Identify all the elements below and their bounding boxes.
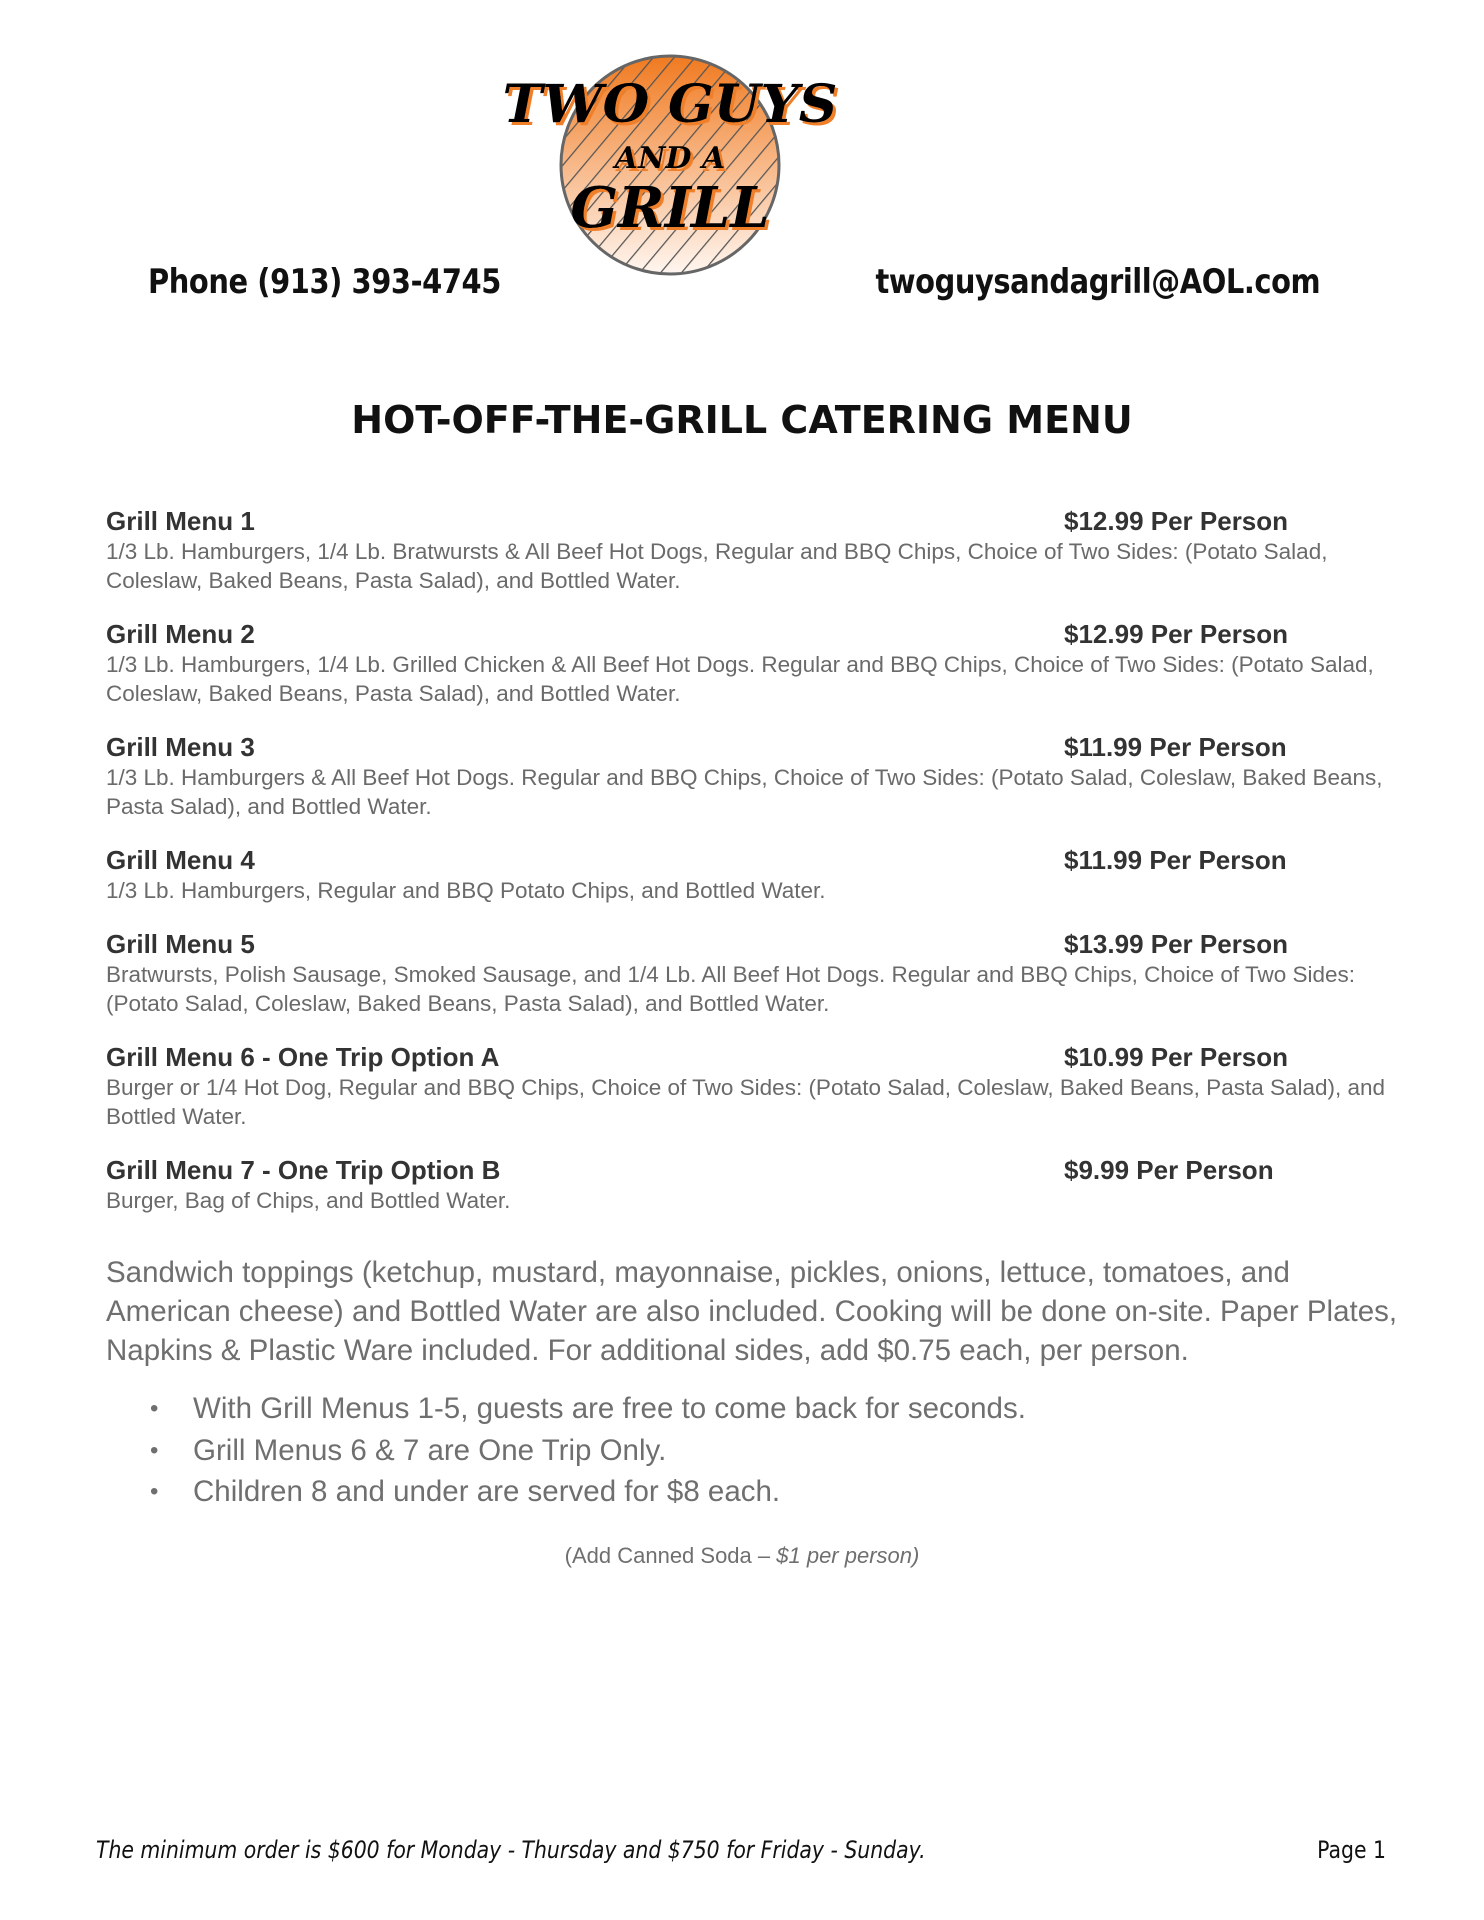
menu-description: 1/3 Lb. Hamburgers, 1/4 Lb. Bratwursts & All Beef Hot Dogs, Regular and BBQ Chips, Choice of Two Sides: (Potato Salad, Coleslaw, Baked Beans, Pasta Salad), and Bottled Water. [106,539,1328,593]
menu-description: 1/3 Lb. Hamburgers, 1/4 Lb. Grilled Chicken & All Beef Hot Dogs. Regular and BBQ Chips, Choice of Two Sides: (Potato Salad, Coleslaw, Baked Beans, Pasta Salad), and Bottled Water. [106,652,1374,706]
menu-item [106,732,1406,821]
menu-description: Bratwursts, Polish Sausage, Smoked Sausage, and 1/4 Lb. All Beef Hot Dogs. Regular and BBQ Chips, Choice of Two Sides: (Potato Salad, Coleslaw, Baked Beans, Pasta Salad), and Bottled Water. [106,962,1356,1016]
svg-text:TWO GUYS: TWO GUYS [502,74,838,135]
svg-text:GRILL: GRILL [570,175,770,241]
page-number: Page 1 [1317,1836,1386,1864]
menu-name: Grill Menu 2 [106,619,255,649]
menu-price: $9.99 Per Person [1064,1155,1274,1185]
menu-price: $12.99 Per Person [1064,506,1289,536]
soda-addon [0,1543,1484,1569]
menu-price: $11.99 Per Person [1064,732,1287,762]
menu-name: Grill Menu 6 - One Trip Option A [106,1042,500,1072]
policy-item [150,1388,1406,1430]
bullet-icon: • [150,1395,159,1422]
policy-list [150,1388,1406,1513]
svg-text:AND A: AND A [614,141,726,176]
menu-item [106,506,1406,595]
menu-name: Grill Menu 5 [106,929,255,959]
menu-item [106,619,1406,708]
menu-name: Grill Menu 7 - One Trip Option B [106,1155,501,1185]
soda-label: (Add Canned Soda – [564,1542,777,1568]
policy-text: Grill Menus 6 & 7 are One Trip Only. [193,1433,667,1467]
menu-name: Grill Menu 1 [106,506,255,536]
menu-name: Grill Menu 3 [106,732,255,762]
menu-name: Grill Menu 4 [106,845,255,875]
bullet-icon: • [150,1436,159,1464]
menu-item [106,845,1406,905]
policy-text: With Grill Menus 1-5, guests are free to come back for seconds. [193,1392,1026,1425]
menu-content [106,506,1406,1569]
menu-description: 1/3 Lb. Hamburgers, Regular and BBQ Potato Chips, and Bottled Water. [106,878,826,903]
menu-item [106,1042,1406,1131]
policy-text: Children 8 and under are served for $8 each. [193,1475,781,1508]
two-guys-and-a-grill-logo [500,40,860,290]
policy-item [150,1471,1406,1513]
page-title: HOT-OFF-THE-GRILL CATERING MENU [351,398,1133,442]
policy-item [150,1430,1406,1472]
menu-description: Burger, Bag of Chips, and Bottled Water. [106,1188,511,1213]
menu-price: $10.99 Per Person [1064,1042,1289,1072]
menu-price: $11.99 Per Person [1064,845,1287,875]
menu-description: Burger or 1/4 Hot Dog, Regular and BBQ Chips, Choice of Two Sides: (Potato Salad, Coleslaw, Baked Beans, Pasta Salad), and Bottled Water. [106,1075,1386,1129]
menu-description: 1/3 Lb. Hamburgers & All Beef Hot Dogs. Regular and BBQ Chips, Choice of Two Sides: (Potato Salad, Coleslaw, Baked Beans, Pasta Salad), and Bottled Water. [106,765,1383,819]
soda-price: $1 per person) [776,1542,920,1568]
menu-item [106,929,1406,1018]
inclusions-note: Sandwich toppings (ketchup, mustard, mayonnaise, pickles, onions, lettuce, tomatoes, and American cheese) and Bottled Water are also included. Cooking will be done on-site. Paper Plates, Napkins & Plastic Ware included. For additional sides, add $0.75 each, per person. [106,1256,1398,1367]
menu-price: $13.99 Per Person [1064,929,1289,959]
minimum-order-note: The minimum order is $600 for Monday - Thursday and $750 for Friday - Sunday. [96,1836,926,1864]
menu-item [106,1155,1406,1215]
email-address[interactable]: twoguysandagrill@AOL.com [875,262,1320,302]
bullet-icon: • [150,1478,159,1505]
phone-number: Phone (913) 393-4745 [148,262,501,302]
menu-price: $12.99 Per Person [1064,619,1289,649]
